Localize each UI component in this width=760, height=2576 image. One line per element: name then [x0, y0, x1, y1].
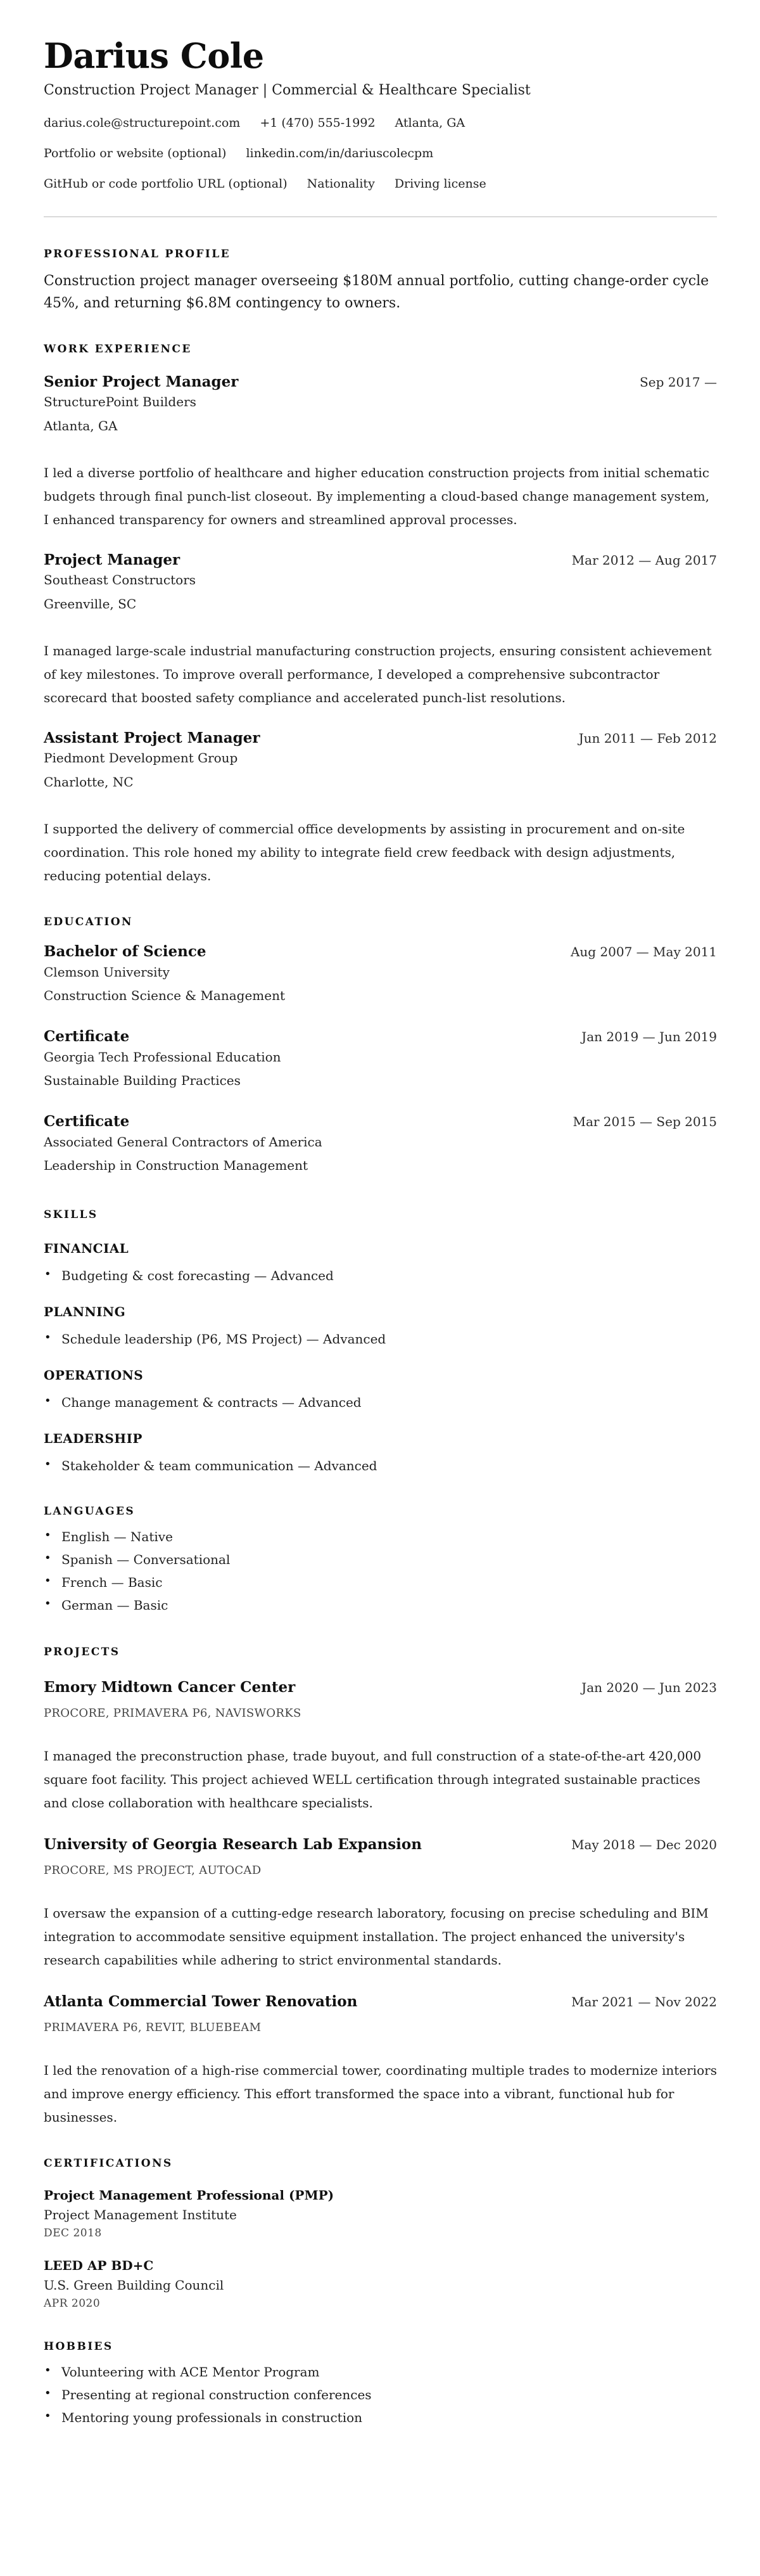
project-name: Emory Midtown Cancer Center — [44, 1678, 296, 1696]
header-divider — [44, 216, 717, 217]
project-tech-stack: PROCORE, MS PROJECT, AUTOCAD — [44, 1863, 262, 1877]
entry-header — [44, 373, 717, 392]
section-skills — [44, 1208, 717, 1477]
certification-entry — [44, 2186, 717, 2242]
section-title: CERTIFICATIONS — [44, 2156, 173, 2170]
job-location: Charlotte, NC — [44, 774, 134, 790]
degree: Certificate — [44, 1027, 130, 1045]
skill-group — [44, 1430, 717, 1477]
section-languages — [44, 1505, 717, 1617]
section-title: PROJECTS — [44, 1646, 120, 1659]
skill-list — [44, 1454, 717, 1477]
project-dates: Jan 2020 — Jun 2023 — [581, 1679, 717, 1695]
section-title: PROFESSIONAL PROFILE — [44, 247, 231, 260]
section-title: SKILLS — [44, 1208, 98, 1221]
work-list — [44, 373, 717, 888]
skill-item: • Budgeting & cost forecasting — Advanced — [44, 1264, 717, 1287]
education-dates: Mar 2015 — Sep 2015 — [573, 1113, 717, 1129]
field-of-study: Construction Science & Management — [44, 987, 286, 1003]
section-title: HOBBIES — [44, 2340, 113, 2353]
skill-category: LEADERSHIP — [44, 1431, 142, 1447]
section-projects — [44, 1646, 717, 2129]
language-item: • Spanish — Conversational — [44, 1548, 717, 1571]
skill-group — [44, 1367, 717, 1414]
project-list — [44, 1678, 717, 2129]
skill-category: FINANCIAL — [44, 1241, 129, 1257]
education-dates: Aug 2007 — May 2011 — [570, 944, 717, 959]
education-entry — [44, 942, 717, 1006]
skill-list — [44, 1328, 717, 1350]
project-description: I managed the preconstruction phase, trade buyout, and full construction of a state-of-the-art 420,000 square foot facility. This project achieved WELL certification through integrated sustainable practices and close collaboration with healthcare specialists. — [44, 1748, 702, 1810]
work-entry — [44, 551, 717, 710]
institution: Georgia Tech Professional Education — [44, 1049, 281, 1065]
contact-row — [44, 146, 717, 161]
hobby-item: • Volunteering with ACE Mentor Program — [44, 2361, 717, 2383]
contact-row — [44, 177, 717, 191]
section-work-experience — [44, 343, 717, 888]
job-location: Atlanta, GA — [44, 418, 118, 433]
entry-header — [44, 729, 717, 748]
job-description: I led a diverse portfolio of healthcare and higher education construction projects from initial schematic budgets through final punch-list closeout. By implementing a cloud-based change management system, I enhanced transparency for owners and streamlined approval processes. — [44, 465, 709, 527]
section-education — [44, 916, 717, 1176]
section-hobbies — [44, 2340, 717, 2429]
project-description: I led the renovation of a high-rise commercial tower, coordinating multiple trades to modernize interiors and improve energy efficiency. This effort transformed the space into a vibrant, functional hub for businesses. — [44, 2062, 717, 2125]
degree: Bachelor of Science — [44, 943, 206, 960]
section-title: LANGUAGES — [44, 1505, 136, 1518]
skill-item: • Stakeholder & team communication — Advanced — [44, 1454, 717, 1477]
hobby-item: • Presenting at regional construction conferences — [44, 2383, 717, 2406]
field-of-study: Leadership in Construction Management — [44, 1157, 308, 1173]
job-location: Greenville, SC — [44, 596, 137, 612]
certification-name: Project Management Professional (PMP) — [44, 2187, 334, 2203]
entry-header — [44, 1835, 717, 1854]
field-of-study: Sustainable Building Practices — [44, 1072, 241, 1088]
hobby-item: • Mentoring young professionals in construction — [44, 2406, 717, 2429]
job-title: Project Manager — [44, 551, 180, 568]
skill-group — [44, 1304, 717, 1350]
hobby-list — [44, 2361, 717, 2429]
section-profile — [44, 248, 717, 315]
skill-list — [44, 1264, 717, 1287]
work-entry — [44, 729, 717, 888]
project-dates: May 2018 — Dec 2020 — [571, 1836, 717, 1852]
certification-issuer: Project Management Institute — [44, 2207, 237, 2222]
project-entry — [44, 1835, 717, 1972]
project-name: Atlanta Commercial Tower Renovation — [44, 1992, 358, 2010]
candidate-headline: Construction Project Manager | Commercial & Healthcare Specialist — [44, 82, 531, 98]
contact-github[interactable]: GitHub or code portfolio URL (optional) — [44, 176, 288, 191]
job-company: Piedmont Development Group — [44, 750, 238, 766]
education-list — [44, 942, 717, 1176]
education-entry — [44, 1112, 717, 1176]
contact-portfolio[interactable]: Portfolio or website (optional) — [44, 146, 227, 161]
entry-header — [44, 942, 717, 961]
certification-date: APR 2020 — [44, 2297, 101, 2310]
skill-group — [44, 1240, 717, 1287]
contact-driving-license: Driving license — [394, 176, 486, 191]
project-tech-stack: PRIMAVERA P6, REVIT, BLUEBEAM — [44, 2020, 262, 2034]
contact-email[interactable]: darius.cole@structurepoint.com — [44, 116, 241, 131]
job-dates: Mar 2012 — Aug 2017 — [571, 552, 717, 568]
section-title: WORK EXPERIENCE — [44, 342, 192, 356]
entry-header — [44, 1992, 717, 2011]
job-description: I supported the delivery of commercial office developments by assisting in procurement and on-site coordination. This role honed my ability to integrate field crew feedback with design adjustments, reducing potential delays. — [44, 821, 685, 883]
project-entry — [44, 1678, 717, 1815]
education-dates: Jan 2019 — Jun 2019 — [581, 1028, 717, 1044]
job-company: Southeast Constructors — [44, 572, 196, 587]
skills-groups — [44, 1240, 717, 1477]
institution: Associated General Contractors of America — [44, 1134, 322, 1150]
institution: Clemson University — [44, 964, 170, 980]
skill-list — [44, 1391, 717, 1414]
job-dates: Jun 2011 — Feb 2012 — [578, 730, 717, 746]
degree: Certificate — [44, 1112, 130, 1130]
skill-item: • Change management & contracts — Advanced — [44, 1391, 717, 1414]
section-title: EDUCATION — [44, 915, 133, 928]
entry-header — [44, 1112, 717, 1131]
section-certifications — [44, 2157, 717, 2312]
contact-nationality: Nationality — [307, 176, 375, 191]
skill-category: OPERATIONS — [44, 1368, 144, 1383]
education-entry — [44, 1027, 717, 1091]
entry-header — [44, 1678, 717, 1697]
job-description: I managed large-scale industrial manufacturing construction projects, ensuring consistent achievement of key milestones. To improve overall performance, I developed a comprehensive subcontractor scorecard that boosted safety compliance and accelerated punch-list resolutions. — [44, 643, 712, 705]
certification-list — [44, 2186, 717, 2312]
contact-phone[interactable]: +1 (470) 555-1992 — [260, 116, 376, 131]
job-dates: Sep 2017 — — [640, 374, 717, 390]
skill-item: • Schedule leadership (P6, MS Project) — Advanced — [44, 1328, 717, 1350]
resume-header — [44, 35, 717, 217]
project-tech-stack: PROCORE, PRIMAVERA P6, NAVISWORKS — [44, 1706, 301, 1720]
project-name: University of Georgia Research Lab Expansion — [44, 1835, 422, 1853]
contact-row — [44, 116, 717, 131]
project-entry — [44, 1992, 717, 2129]
certification-entry — [44, 2257, 717, 2312]
entry-header — [44, 551, 717, 570]
language-item: • English — Native — [44, 1525, 717, 1548]
certification-issuer: U.S. Green Building Council — [44, 2278, 224, 2293]
job-company: StructurePoint Builders — [44, 394, 196, 409]
skill-category: PLANNING — [44, 1304, 126, 1320]
job-title: Assistant Project Manager — [44, 729, 260, 747]
certification-name: LEED AP BD+C — [44, 2258, 154, 2274]
work-entry — [44, 373, 717, 532]
contact-linkedin[interactable]: linkedin.com/in/dariuscolecpm — [246, 146, 434, 161]
candidate-name: Darius Cole — [44, 35, 264, 76]
entry-header — [44, 1027, 717, 1046]
certification-date: DEC 2018 — [44, 2226, 102, 2240]
profile-summary: Construction project manager overseeing $180M annual portfolio, cutting change-order cycle 45%, and returning $6.8M contingency to owners. — [44, 273, 709, 312]
project-dates: Mar 2021 — Nov 2022 — [571, 1994, 717, 2009]
job-title: Senior Project Manager — [44, 373, 239, 390]
language-item: • German — Basic — [44, 1594, 717, 1617]
contact-location: Atlanta, GA — [395, 116, 466, 131]
project-description: I oversaw the expansion of a cutting-edge research laboratory, focusing on precise scheduling and BIM integration to accommodate sensitive equipment installation. The project enhanced the university's research capabilities while adhering to strict environmental standards. — [44, 1905, 709, 1968]
language-list — [44, 1525, 717, 1617]
language-item: • French — Basic — [44, 1571, 717, 1594]
